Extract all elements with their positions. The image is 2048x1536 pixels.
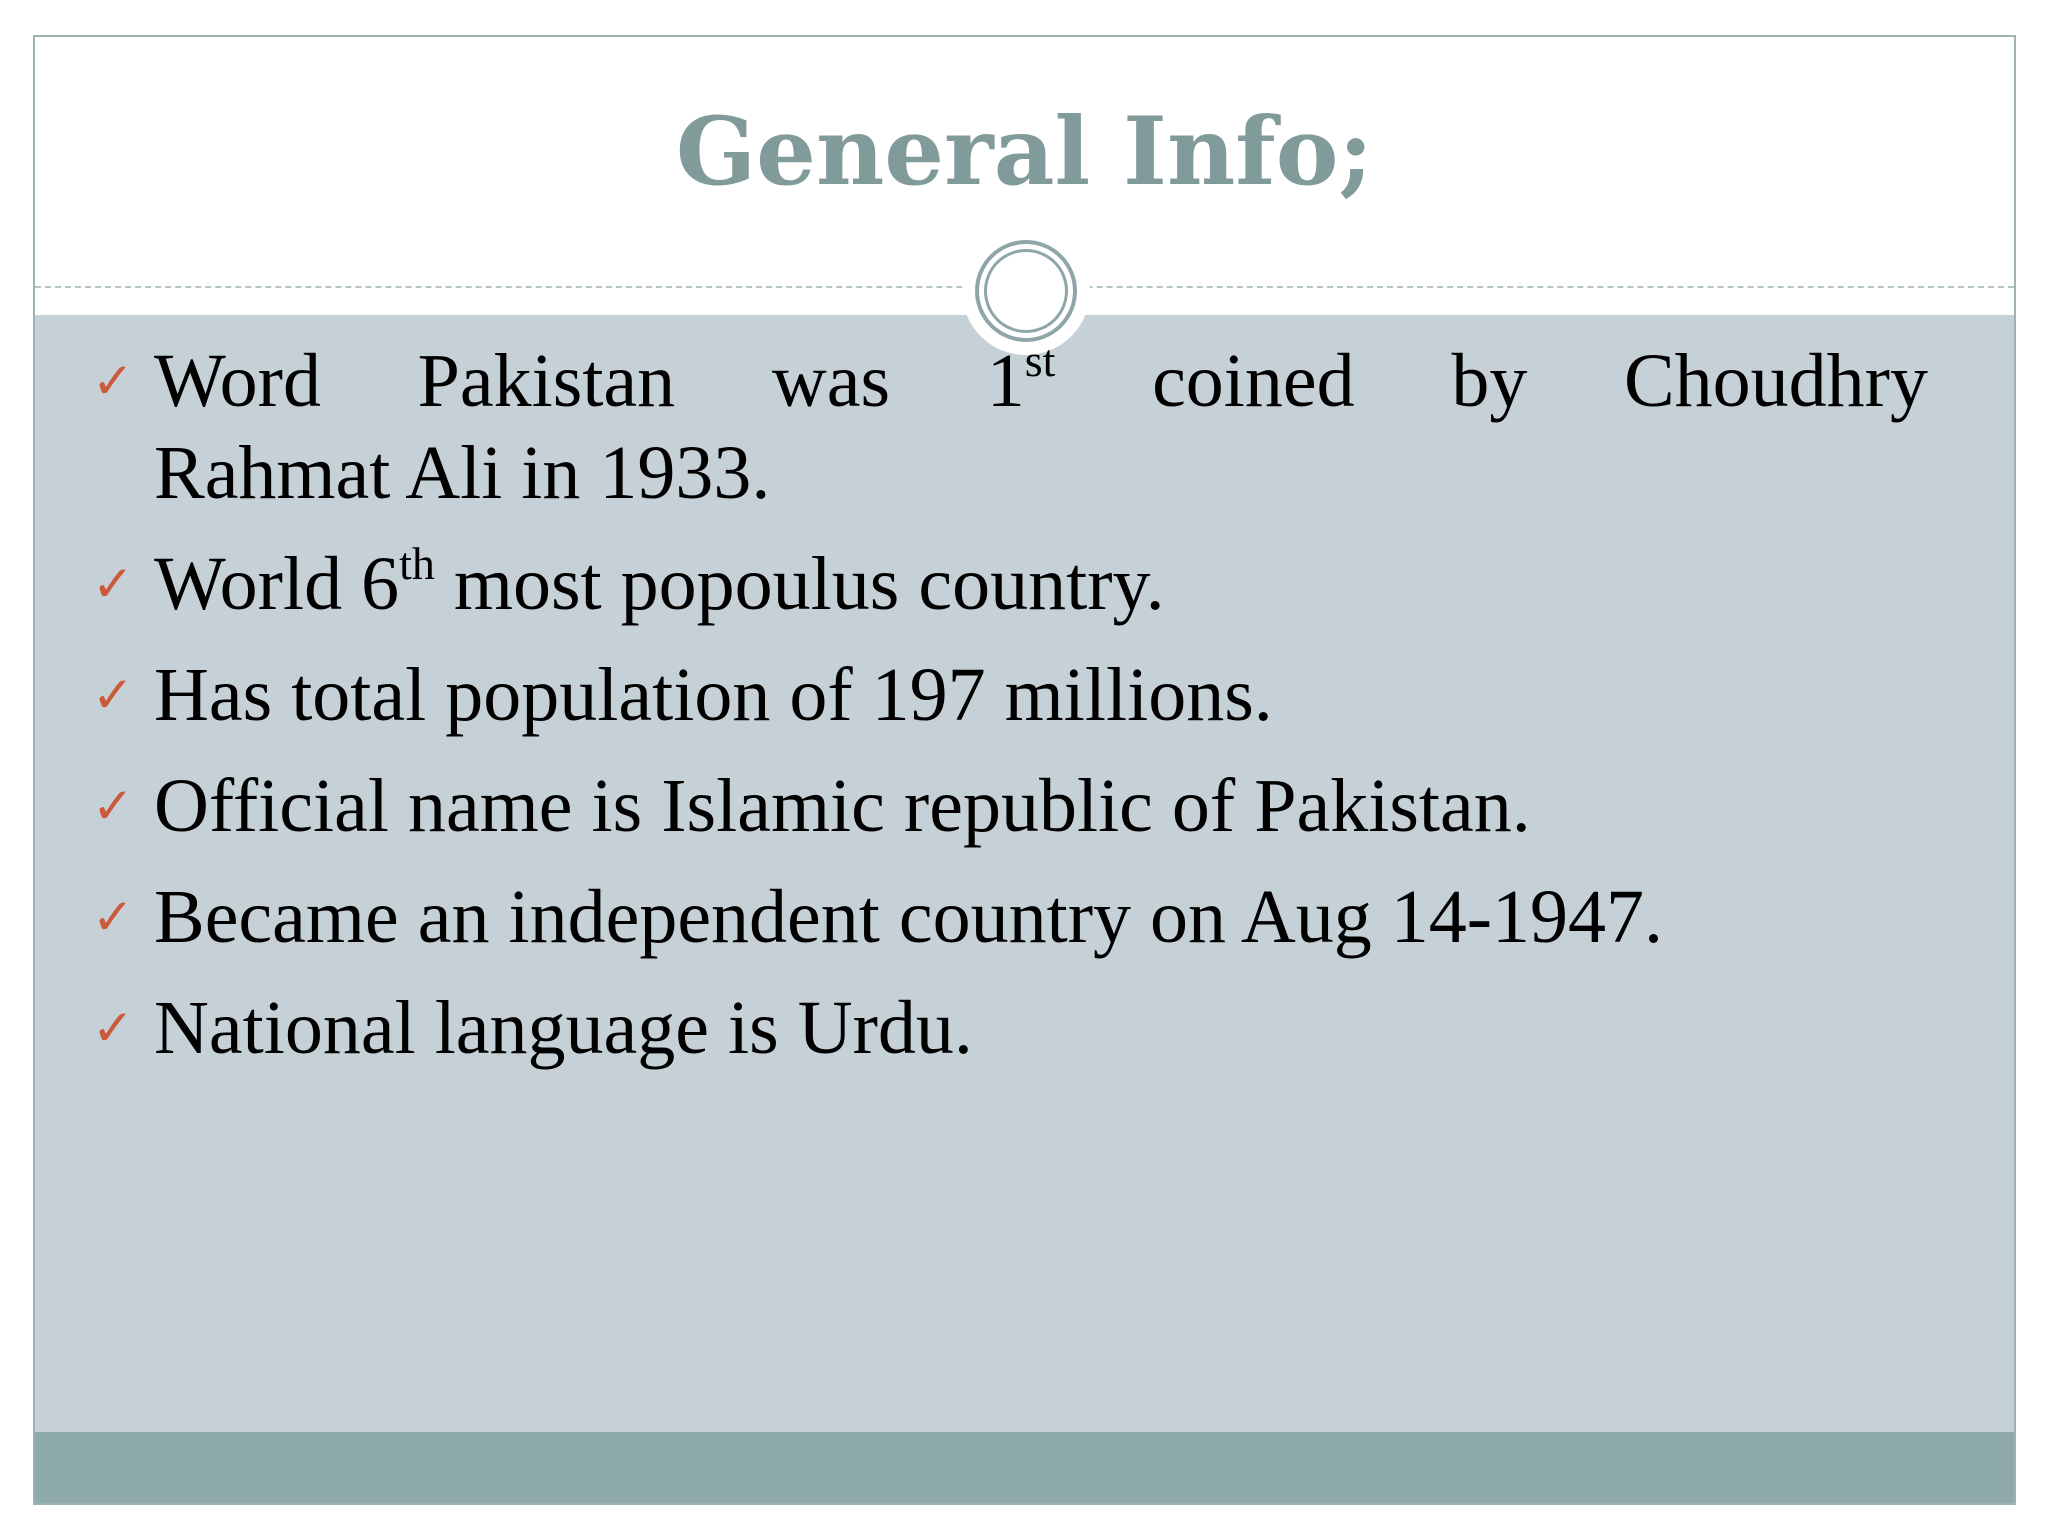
checkmark-icon: ✓ <box>92 555 134 613</box>
bullet-text: Has total population of 197 millions. <box>154 653 1273 737</box>
bullet-item-official-name <box>92 760 1928 852</box>
bullet-text: National language is Urdu. <box>154 986 973 1070</box>
bullet-item-name-origin <box>92 335 1928 519</box>
checkmark-icon: ✓ <box>92 352 134 410</box>
bullet-text: Became an independent country on Aug 14-1947. <box>154 875 1664 959</box>
slide-title: General Info; <box>675 97 1374 207</box>
bullet-item-population <box>92 649 1928 741</box>
bullet-text-continued: Rahmat Ali in 1933. <box>154 431 771 515</box>
bullet-text: Word Pakistan was 1 <box>154 339 1025 423</box>
footer-bar <box>35 1432 2014 1505</box>
bullet-text: Official name is Islamic republic of Pakistan. <box>154 764 1531 848</box>
bullet-text: coined by Choudhry <box>1055 339 1928 423</box>
bullet-line <box>154 335 1928 427</box>
bullet-item-language <box>92 982 1928 1074</box>
ordinal-suffix: th <box>399 538 435 589</box>
bullet-item-population-rank <box>92 538 1928 630</box>
bullet-text: World 6 <box>154 542 400 626</box>
ordinal-suffix: st <box>1024 335 1056 386</box>
checkmark-icon: ✓ <box>92 888 134 946</box>
checkmark-icon: ✓ <box>92 777 134 835</box>
checkmark-icon: ✓ <box>92 999 134 1057</box>
checkmark-icon: ✓ <box>92 666 134 724</box>
bullet-item-independence <box>92 871 1928 963</box>
bullet-text: most popoulus country. <box>434 542 1165 626</box>
bullet-list <box>92 335 1928 1093</box>
circle-ornament-inner-ring <box>984 249 1068 333</box>
